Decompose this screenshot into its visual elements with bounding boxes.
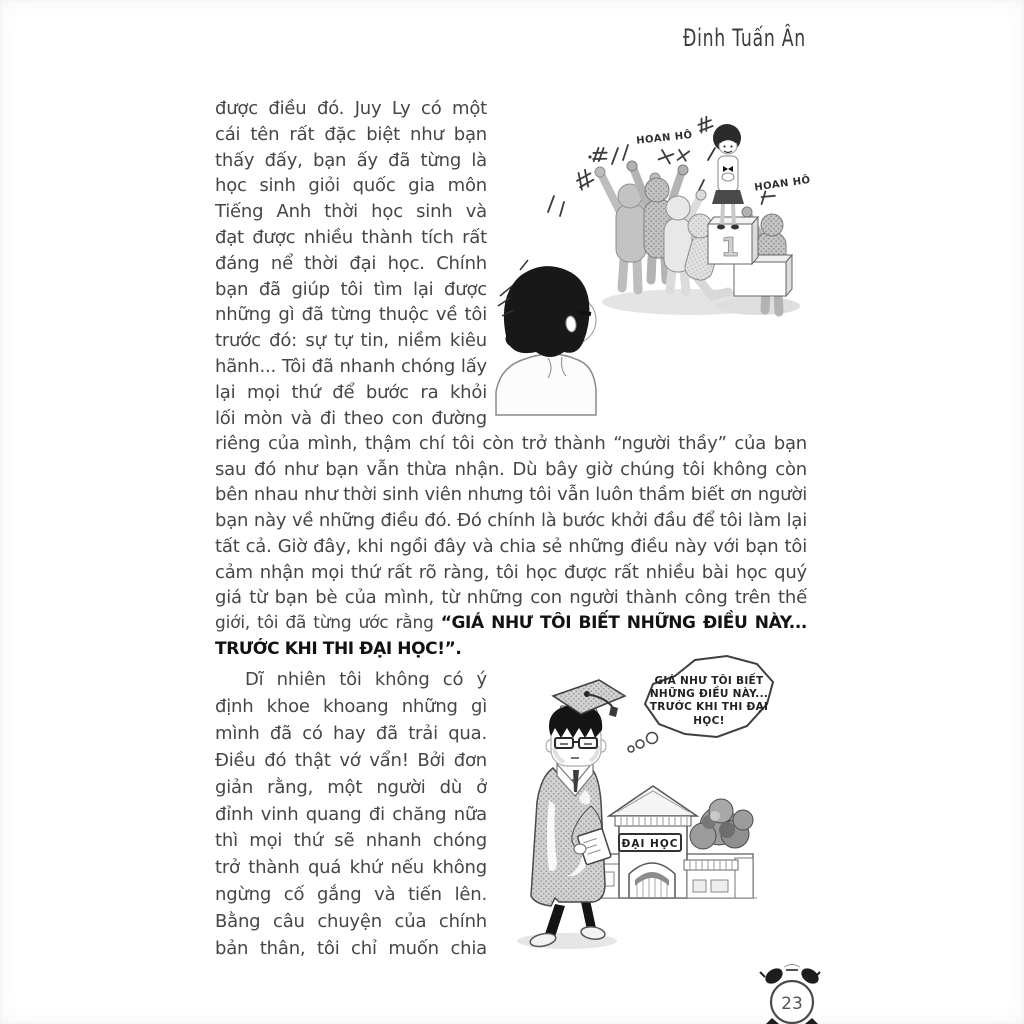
text-line: Bằng câu chuyện của chính	[215, 911, 487, 933]
thought-text-line: GIÁ NHƯ TÔI BIẾT	[654, 675, 764, 687]
text-line: riêng của mình, thậm chí tôi còn trở thành “người thầy” của bạn	[215, 433, 807, 454]
text-line: giá từ bạn bè của mình, từ những con người thành công trên thế	[215, 587, 807, 609]
text-line: mình đã có hay đã trải qua.	[215, 722, 487, 744]
building-sign-text: ĐẠI HỌC	[621, 838, 679, 850]
clock-leg	[805, 1018, 818, 1024]
text-line: đáng nể thời đại học. Chính	[215, 252, 487, 274]
thought-bubble	[628, 656, 773, 752]
cheer-label-right: HOAN HÔ	[753, 174, 812, 194]
page-number-clock	[748, 962, 832, 1024]
text-line: bạn này về những điều đó. Đó chính là bước khởi đầu để tôi làm lại	[215, 510, 807, 532]
page-header-author: Đinh Tuấn Ân	[683, 24, 806, 52]
paragraph2-column	[215, 667, 487, 963]
glasses-temple	[578, 312, 591, 314]
text-line: học sinh giỏi quốc gia môn	[215, 175, 487, 197]
text-line: hãnh... Tôi đã nhanh chóng lấy	[215, 355, 487, 377]
text-line: cái tên rất đặc biệt như bạn	[215, 123, 487, 145]
graduate-illustration	[495, 650, 825, 980]
quote-bold-part1: “GIÁ NHƯ TÔI BIẾT NHỮNG ĐIỀU NÀY...	[440, 612, 807, 633]
quote-bold-part2: TRƯỚC KHI THI ĐẠI HỌC!”.	[215, 638, 462, 659]
text-line: lại mọi thứ để bước ra khỏi	[215, 381, 487, 403]
podium-shadow	[716, 297, 800, 315]
text-line: đạt được nhiều thành tích rất	[215, 226, 487, 248]
text-line: bạn đã giúp tôi tìm lại được	[215, 278, 487, 300]
text-line: đỉnh vinh quang đi chăng nữa	[215, 803, 487, 825]
cheer-label-left: HOAN HÔ	[635, 129, 694, 147]
tree	[690, 799, 753, 849]
page-number: 23	[781, 994, 803, 1014]
text-line: định khoe khoang những gì	[215, 695, 487, 717]
university-building	[585, 786, 757, 898]
text-line: trở thành quá khứ nếu không	[215, 857, 487, 879]
celebration-illustration	[490, 100, 825, 420]
text-line: Dĩ nhiên tôi không có ý	[245, 669, 487, 690]
text-line: trước đó: sự tự tin, niềm kiêu	[215, 330, 487, 352]
glasses	[579, 738, 597, 748]
thought-text-line: TRƯỚC KHI THI ĐẠI	[649, 701, 769, 713]
awning	[684, 860, 738, 870]
boy-back-view	[496, 260, 596, 415]
boy-hair	[504, 266, 590, 357]
thought-text-line: HỌC!	[693, 715, 725, 727]
text-line: bản thân, tôi chỉ muốn chia	[215, 938, 487, 960]
text-line: sau đó như bạn vẫn thừa nhận. Dù bây giờ chúng tôi không còn	[215, 458, 807, 480]
quote-line	[215, 611, 807, 637]
paragraph1-column	[215, 96, 487, 431]
text-line: được điều đó. Juy Ly có một	[215, 98, 487, 119]
glasses	[555, 738, 573, 748]
text-line: giản rằng, một người dù ở	[215, 776, 487, 798]
tassel	[609, 706, 618, 717]
text-line: những gì đã từng thuộc về tôi	[215, 304, 487, 326]
thought-text-line: NHỮNG ĐIỀU NÀY...	[649, 688, 769, 700]
text-line: thì mọi thứ sẽ nhanh chóng	[215, 830, 487, 852]
text-line: thấy đấy, bạn ấy đã từng là	[215, 149, 487, 171]
podium-number: 1	[720, 233, 740, 263]
text-line: bên nhau như thời sinh viên nhưng tôi vẫn luôn thầm biết ơn người	[215, 484, 807, 506]
text-line: tất cả. Giờ đây, khi ngồi đây và chia sẻ những điều này với bạn tôi	[215, 535, 807, 557]
girl-on-podium	[712, 124, 744, 230]
paragraph1-fullwidth	[215, 431, 807, 662]
text-line: Điều đó thật vớ vẩn! Bởi đơn	[215, 749, 487, 771]
clock-leg	[766, 1018, 779, 1024]
text-line: ngừng cố gắng và tiến lên.	[215, 884, 487, 906]
text-line: lối mòn và đi theo con đường	[215, 407, 487, 429]
text-line: cảm nhận mọi thứ rất rõ ràng, tôi học được rất nhiều bài học quý	[215, 561, 807, 583]
quote-lead: giới, tôi đã từng ước rằng	[215, 612, 434, 633]
text-line: Tiếng Anh thời học sinh và	[215, 201, 487, 223]
